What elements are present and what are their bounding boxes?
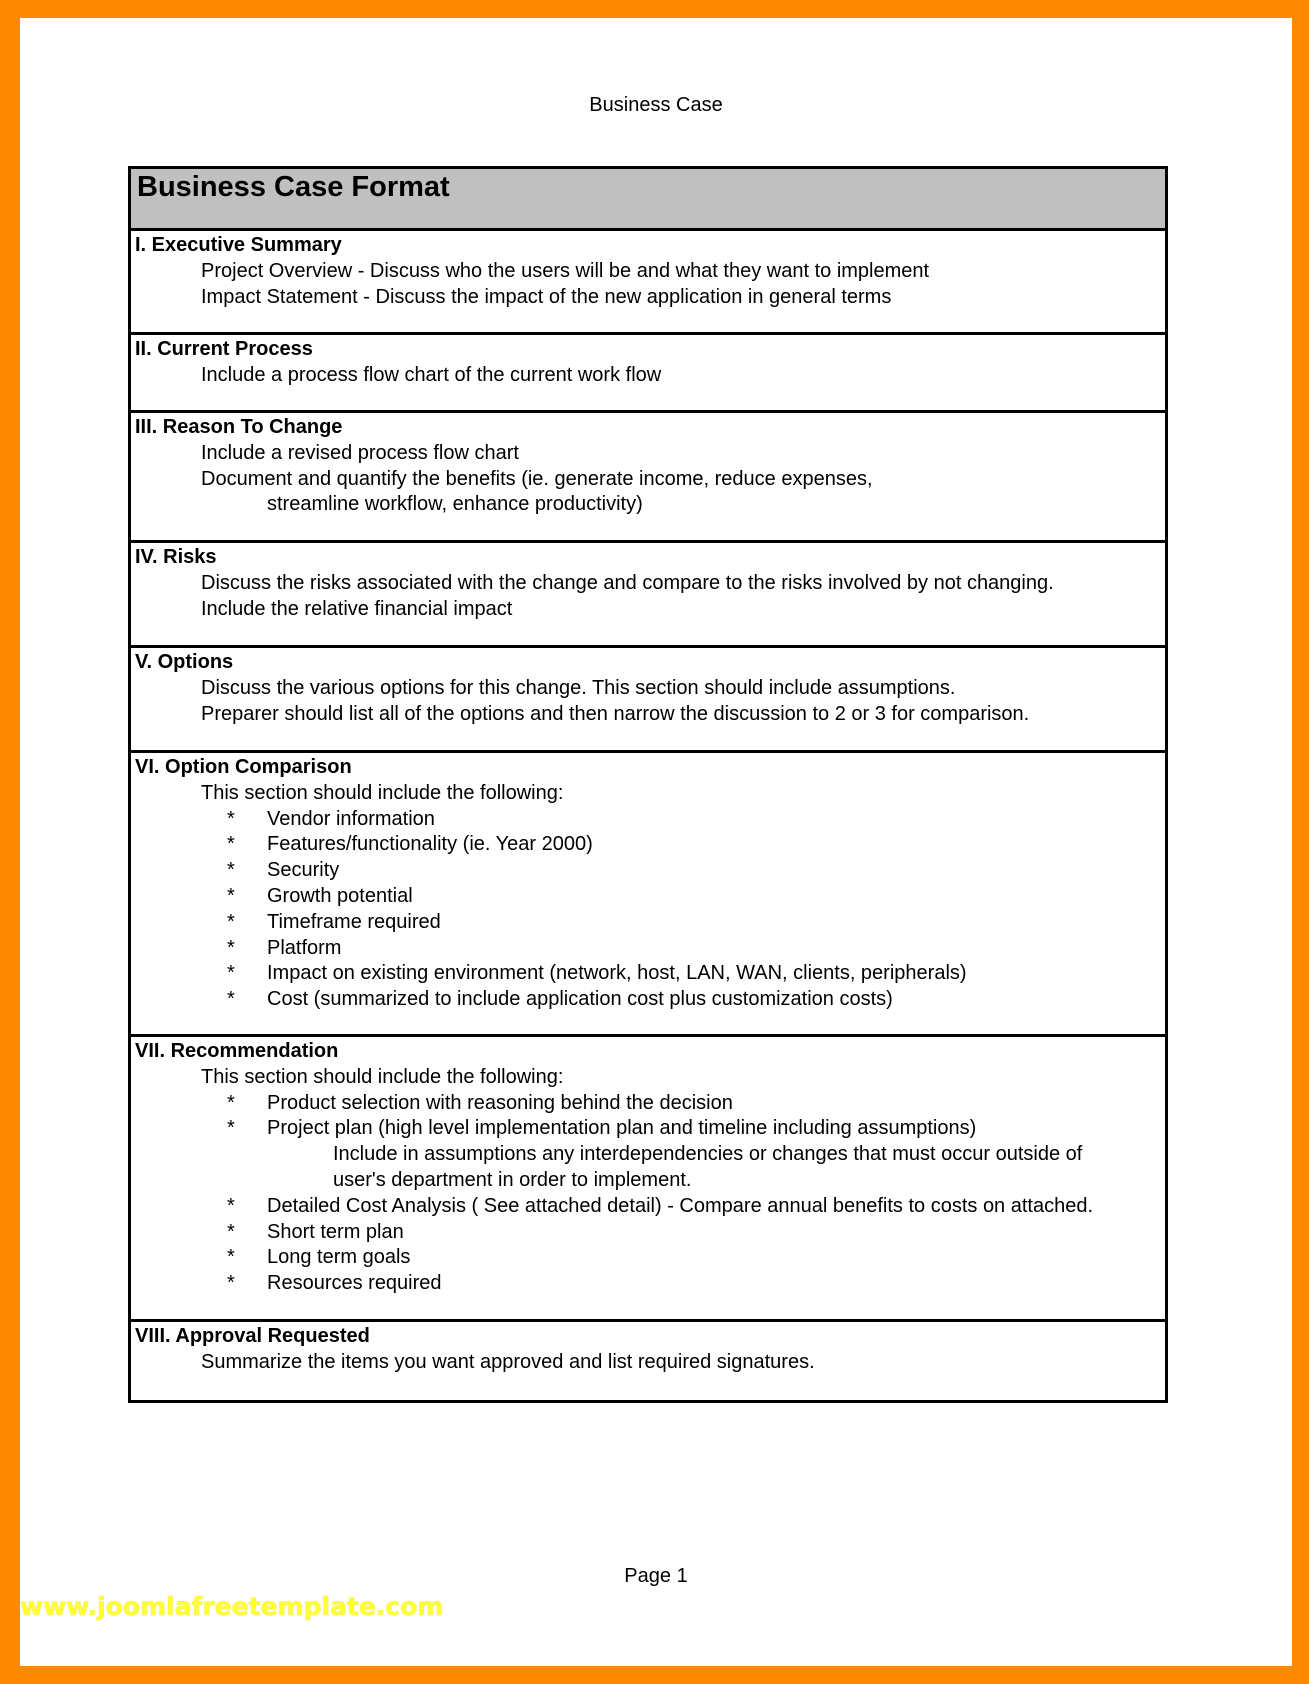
section-title: V. Options [135,651,234,673]
list-item [135,1271,1161,1297]
list-item [135,910,1161,936]
list-item [135,1116,1161,1142]
list-item [135,1194,1161,1220]
section-intro: This section should include the following: [201,781,564,804]
bullet-marker: * [227,833,235,856]
list-item [135,884,1161,910]
list-item-text: Long term goals [267,1246,411,1269]
bullet-marker: * [227,1117,235,1140]
bullet-marker: * [227,1194,235,1217]
section-recommendation [131,1037,1165,1322]
section-line: streamline workflow, enhance productivity) [267,493,643,516]
section-title: III. Reason To Change [135,416,343,438]
bullet-marker: * [227,962,235,985]
section-reason-to-change [131,413,1165,543]
list-item [135,832,1161,858]
list-item-text: Project plan (high level implementation plan and timeline including assumptions) [267,1117,977,1140]
section-title: VI. Option Comparison [135,756,352,778]
section-option-comparison [131,753,1165,1037]
bullet-marker: * [227,1091,235,1114]
section-line: Discuss the risks associated with the change and compare to the risks involved by not changing. [201,571,1054,594]
list-item-text: Security [267,859,340,882]
section-line: Document and quantify the benefits (ie. generate income, reduce expenses, [201,467,873,490]
section-intro: This section should include the following: [201,1065,564,1088]
section-risks [131,543,1165,648]
list-item-text: Product selection with reasoning behind the decision [267,1091,733,1114]
section-line: Include a process flow chart of the current work flow [201,363,662,386]
section-subline: Include in assumptions any interdependencies or changes that must occur outside of [333,1143,1083,1166]
section-line: Preparer should list all of the options and then narrow the discussion to 2 or 3 for comparison. [201,702,1030,725]
list-item-text: Growth potential [267,884,413,907]
section-line: Project Overview - Discuss who the users will be and what they want to implement [201,259,930,282]
list-item [135,936,1161,962]
section-line: Include a revised process flow chart [201,441,519,464]
bullet-marker: * [227,884,235,907]
list-item-text: Short term plan [267,1220,404,1243]
list-item-text: Features/functionality (ie. Year 2000) [267,833,593,856]
section-line: Impact Statement - Discuss the impact of the new application in general terms [201,285,892,308]
list-item-text: Resources required [267,1272,442,1295]
section-title: VIII. Approval Requested [135,1325,370,1347]
bullet-marker: * [227,807,235,830]
bullet-marker: * [227,910,235,933]
section-title: VII. Recommendation [135,1040,339,1062]
business-case-table [128,166,1168,1403]
page-number: Page 1 [624,1565,688,1587]
bullet-marker: * [227,988,235,1011]
list-item [135,1220,1161,1246]
list-item [135,961,1161,987]
section-current-process [131,335,1165,413]
watermark-text: www.joomlafreetemplate.com [20,1592,444,1621]
section-line: Discuss the various options for this change. This section should include assumptions. [201,676,956,699]
bullet-marker: * [227,1272,235,1295]
list-item-text: Detailed Cost Analysis ( See attached detail) - Compare annual benefits to costs on attached. [267,1194,1094,1217]
list-item [135,1245,1161,1271]
section-title: I. Executive Summary [135,234,342,256]
section-title: IV. Risks [135,546,217,568]
bullet-marker: * [227,1220,235,1243]
list-item-text: Platform [267,936,342,959]
document-page [20,18,1292,1666]
section-approval-requested [131,1322,1165,1400]
list-item-text: Cost (summarized to include application cost plus customization costs) [267,988,893,1011]
section-line: Summarize the items you want approved and list required signatures. [201,1350,815,1373]
table-title: Business Case Format [131,169,1165,231]
section-options [131,648,1165,753]
list-item-text: Vendor information [267,807,435,830]
section-executive-summary [131,231,1165,335]
section-line: Include the relative financial impact [201,597,513,620]
list-item [135,987,1161,1013]
bullet-marker: * [227,936,235,959]
list-item [135,1091,1161,1117]
list-item [135,807,1161,833]
bullet-marker: * [227,859,235,882]
page-header-title: Business Case [589,94,723,116]
list-item-text: Impact on existing environment (network, host, LAN, WAN, clients, peripherals) [267,962,967,985]
list-item-text: Timeframe required [267,910,441,933]
list-item [135,858,1161,884]
section-subline: user's department in order to implement. [333,1168,692,1191]
section-title: II. Current Process [135,338,313,360]
bullet-marker: * [227,1246,235,1269]
